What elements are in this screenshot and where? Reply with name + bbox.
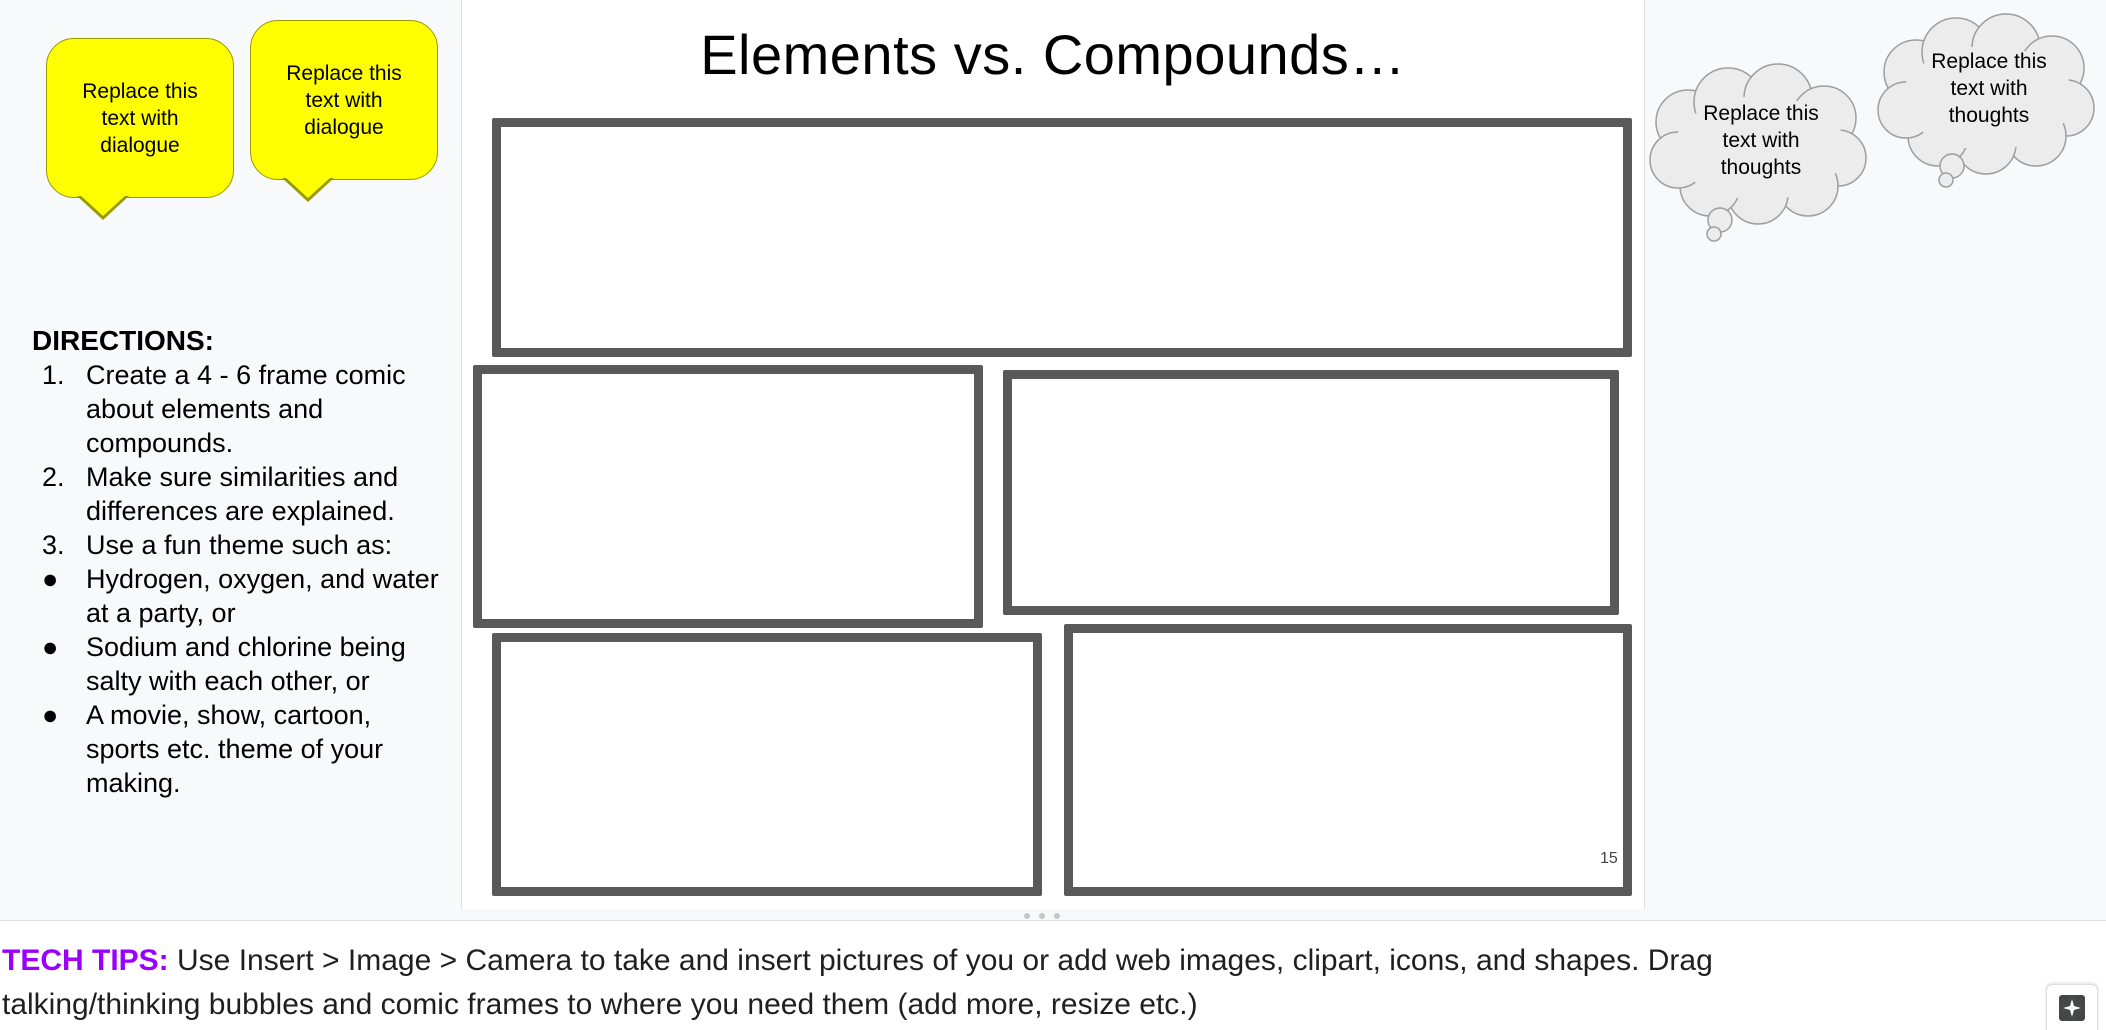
explore-sparkle-icon	[2057, 993, 2087, 1023]
direction-text: A movie, show, cartoon, sports etc. theme of your making.	[86, 700, 384, 798]
direction-text: Use a fun theme such as:	[86, 530, 393, 560]
comic-frame-3[interactable]	[1003, 370, 1619, 615]
speaker-notes-text[interactable]	[2, 939, 1782, 1027]
direction-item	[32, 460, 442, 528]
speech-bubble-text: Replace this text with dialogue	[286, 61, 402, 139]
direction-text: Create a 4 - 6 frame comic about elements and compounds.	[86, 360, 406, 458]
direction-text: Sodium and chlorine being salty with each other, or	[86, 632, 406, 696]
tech-tips-label: TECH TIPS:	[2, 944, 169, 977]
comic-frame-1[interactable]	[492, 118, 1632, 357]
thought-bubble-text: Replace this text with thoughts	[1931, 50, 2047, 127]
explore-button[interactable]	[2046, 984, 2098, 1030]
direction-marker: 1.	[42, 360, 65, 390]
direction-marker: 2.	[42, 462, 65, 492]
comic-frame-2[interactable]	[473, 365, 983, 628]
slide-page-number: 15	[1600, 850, 1618, 867]
slide-title[interactable]: Elements vs. Compounds…	[700, 23, 1406, 86]
direction-text: Hydrogen, oxygen, and water at a party, or	[86, 564, 439, 628]
speech-bubble-text: Replace this text with dialogue	[82, 79, 198, 157]
direction-item	[32, 698, 442, 800]
direction-item	[32, 528, 442, 562]
slide-canvas[interactable]	[461, 0, 1645, 909]
direction-item	[32, 630, 442, 698]
tech-tips-text: Use Insert > Image > Camera to take and insert pictures of you or add web images, clipart, icons, and shapes. Drag talking/thinking bubbles and comic frames to where you need them (add more, resize etc.)	[2, 944, 1713, 1021]
directions-heading: DIRECTIONS:	[32, 325, 214, 356]
direction-item	[32, 562, 442, 630]
direction-item	[32, 358, 442, 460]
comic-frame-4[interactable]	[492, 633, 1042, 896]
thought-bubble-1[interactable]	[1648, 62, 1874, 242]
directions-panel[interactable]	[32, 324, 442, 800]
thought-bubble-2[interactable]	[1876, 12, 2102, 192]
comic-frame-5[interactable]	[1064, 624, 1632, 896]
direction-marker: 3.	[42, 530, 65, 560]
direction-text: Make sure similarities and differences are explained.	[86, 462, 399, 526]
thought-bubble-text: Replace this text with thoughts	[1703, 102, 1819, 179]
speaker-notes[interactable]	[0, 921, 2106, 1030]
direction-bullet: ●	[42, 564, 59, 594]
direction-bullet: ●	[42, 700, 59, 730]
direction-bullet: ●	[42, 632, 59, 662]
